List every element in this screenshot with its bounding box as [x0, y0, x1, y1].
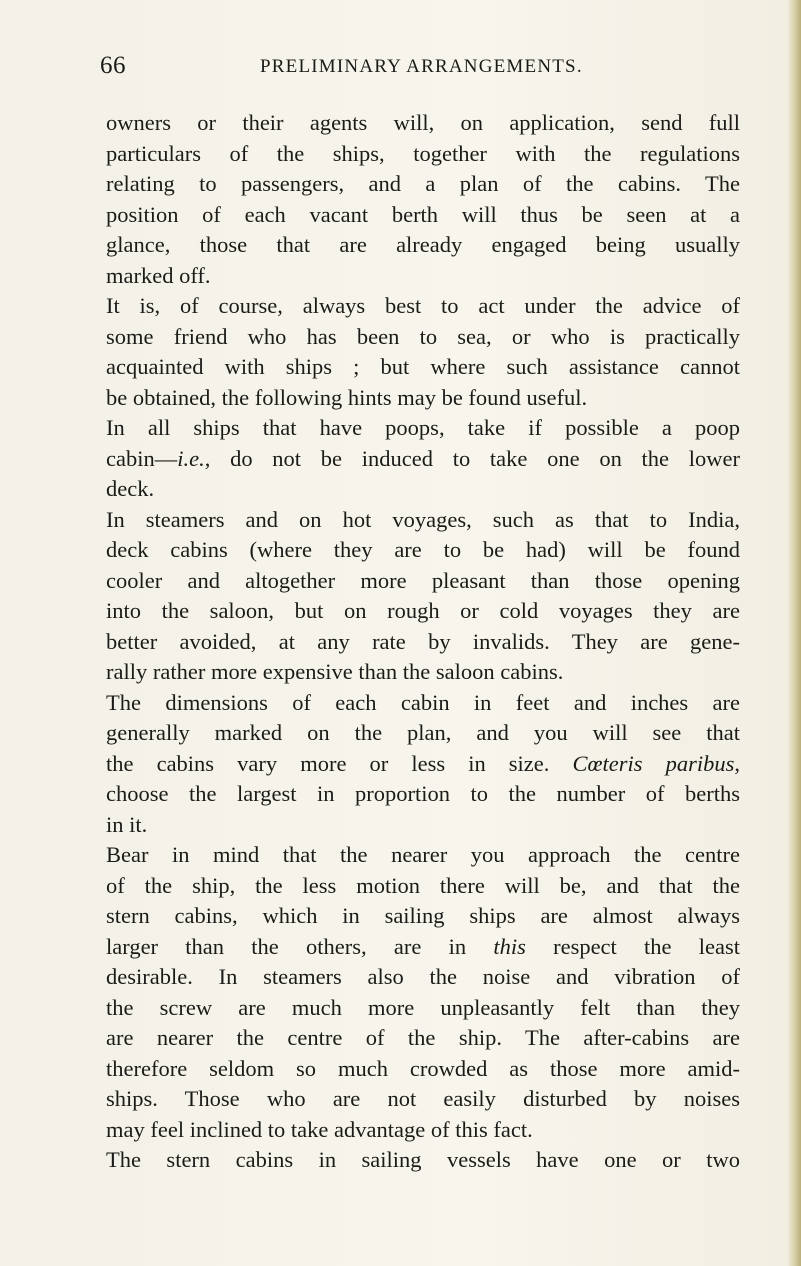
text-line: be obtained, the following hints may be found useful. — [106, 384, 588, 410]
text-line: position of each vacant berth will thus be seen at a — [106, 201, 740, 227]
text-line: therefore seldom so much crowded as those more amid- — [106, 1055, 740, 1081]
text-line: particulars of the ships, together with the regulations — [106, 140, 740, 166]
text-line: Bear in mind that the nearer you approach the centre — [106, 842, 740, 867]
text-line: relating to passengers, and a plan of the cabins. The — [106, 171, 740, 196]
text-line: some friend who has been to sea, or who is practically — [106, 323, 740, 349]
text-line: into the saloon, but on rough or cold voyages they are — [106, 598, 740, 623]
page-edge — [787, 0, 801, 1266]
text-line: glance, those that are already engaged being usually — [106, 232, 740, 257]
text-line: In steamers and on hot voyages, such as that to India, — [106, 506, 740, 532]
text-line: deck cabins (where they are to be had) will be found — [106, 537, 740, 562]
text-line: larger than the others, are in this respect the least — [106, 933, 741, 959]
text-line: In all ships that have poops, take if possible a poop — [106, 415, 740, 440]
running-head: PRELIMINARY ARRANGEMENTS. — [260, 56, 583, 77]
text-line: cabin—i.e., do not be induced to take one on the lower — [106, 445, 740, 471]
text-line: rally rather more expensive than the saloon cabins. — [106, 659, 564, 684]
text-line: in it. — [106, 811, 148, 837]
text-line: The dimensions of each cabin in feet and inches are — [106, 689, 740, 715]
text-line: better avoided, at any rate by invalids. They are gene- — [106, 628, 740, 654]
text-line: of the ship, the less motion there will be, and that the — [106, 872, 740, 898]
text-line: It is, of course, always best to act under the advice of — [106, 293, 740, 318]
text-line: desirable. In steamers also the noise and vibration of — [106, 964, 740, 989]
text-line: are nearer the centre of the ship. The after-cabins are — [106, 1025, 740, 1050]
text-line: the screw are much more unpleasantly felt than they — [106, 994, 740, 1020]
text-line: acquainted with ships ; but where such assistance cannot — [106, 354, 740, 379]
text-line: deck. — [106, 476, 155, 501]
text-line: may feel inclined to take advantage of this fact. — [106, 1116, 533, 1142]
page-header — [100, 52, 750, 82]
text-line: owners or their agents will, on application, send full — [106, 110, 740, 135]
text-line: generally marked on the plan, and you will see that — [106, 720, 740, 745]
text-line: cooler and altogether more pleasant than those opening — [106, 567, 740, 593]
page-number: 66 — [100, 52, 126, 79]
text-line: marked off. — [106, 262, 211, 288]
text-line: the cabins vary more or less in size. Cœteris paribus, — [106, 750, 740, 776]
text-line: stern cabins, which in sailing ships are almost always — [106, 903, 740, 928]
text-line: ships. Those who are not easily disturbed by noises — [106, 1086, 740, 1111]
text-line: choose the largest in proportion to the number of berths — [106, 781, 740, 806]
text-line: The stern cabins in sailing vessels have one or two — [106, 1147, 740, 1172]
body-text — [106, 108, 740, 1176]
